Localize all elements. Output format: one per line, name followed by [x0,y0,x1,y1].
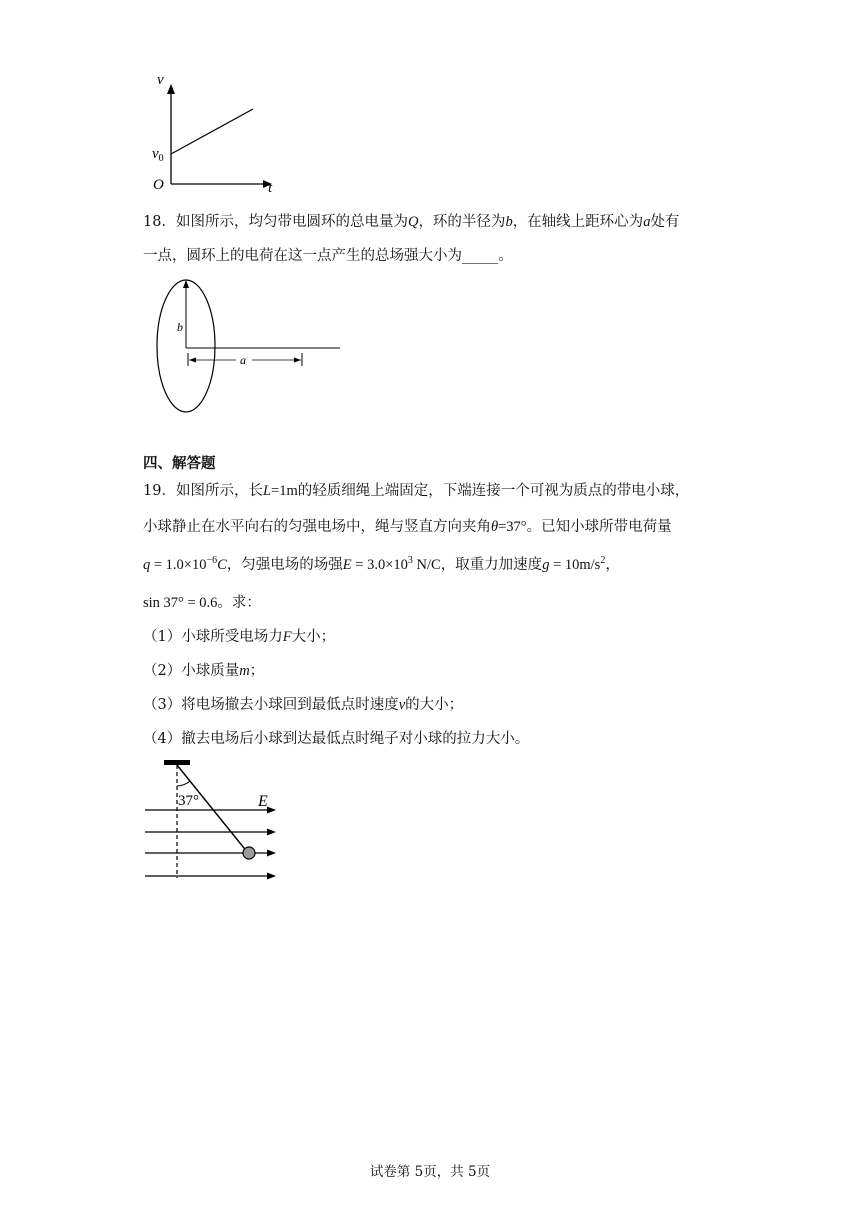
pendulum-field-figure [140,756,285,882]
string [177,765,248,853]
distance-arrow-right [294,358,301,363]
field-arrow-4 [267,873,276,880]
field-arrow-3 [267,850,276,857]
charged-ring-figure [150,274,350,419]
t-axis-label: t [268,180,273,196]
q19-sub4: （4）撤去电场后小球到达最低点时绳子对小球的拉力大小。 [143,731,530,747]
v-axis-label: v [157,72,164,88]
ceiling-support [164,760,190,765]
angle-arc [177,781,190,786]
v-axis-arrow [167,84,175,94]
angle-label: 37° [178,793,199,809]
q19-line2: 小球静止在水平向右的匀强电场中，绳与竖直方向夹角θ=37°。已知小球所带电荷量 [143,519,672,535]
q19-line3: $q = 1.0\times 10^{-6}C$，匀强电场的场强$E = 3.0\times 10^3$ N/C，取重力加速度$g = 10m/s^2$， [143,555,620,573]
q19-sub1: （1）小球所受电场力F大小； [143,629,336,645]
q19-line1: 19．如图所示，长L=1m的轻质细绳上端固定，下端连接一个可视为质点的带电小球， [143,483,690,499]
radius-label: b [177,320,183,334]
radius-arrowhead [183,280,189,288]
distance-arrow-left [189,358,196,363]
charged-ball [243,847,255,859]
field-lines [145,807,276,880]
v0-subscript: 0 [158,153,164,164]
velocity-time-graph [140,68,290,196]
q18-line1: 18．如图所示，均匀带电圆环的总电量为Q，环的半径为b，在轴线上距环心为a处有 [143,214,680,230]
q19-sub2: （2）小球质量m； [143,663,265,679]
field-arrow-1 [267,807,276,814]
q18-number: 18． [143,214,176,230]
q18-line2: 一点，圆环上的电荷在这一点产生的总场强大小为_____。 [143,248,513,264]
svg-text:v0 [152,146,164,164]
page-footer: 试卷第 5页，共 5页 [369,1164,491,1180]
distance-label: a [240,353,246,367]
origin-label: O [153,177,164,193]
v0-label: v [152,146,159,162]
velocity-line [171,109,253,154]
q19-number: 19． [143,483,176,499]
q19-sub3: （3）将电场撤去小球回到最低点时速度v的大小； [143,697,464,713]
q19-line4: sin 37° = 0.6。求： [143,595,261,611]
section-title: 四、解答题 [143,455,216,472]
field-label: E [258,793,268,810]
field-arrow-2 [267,829,276,836]
